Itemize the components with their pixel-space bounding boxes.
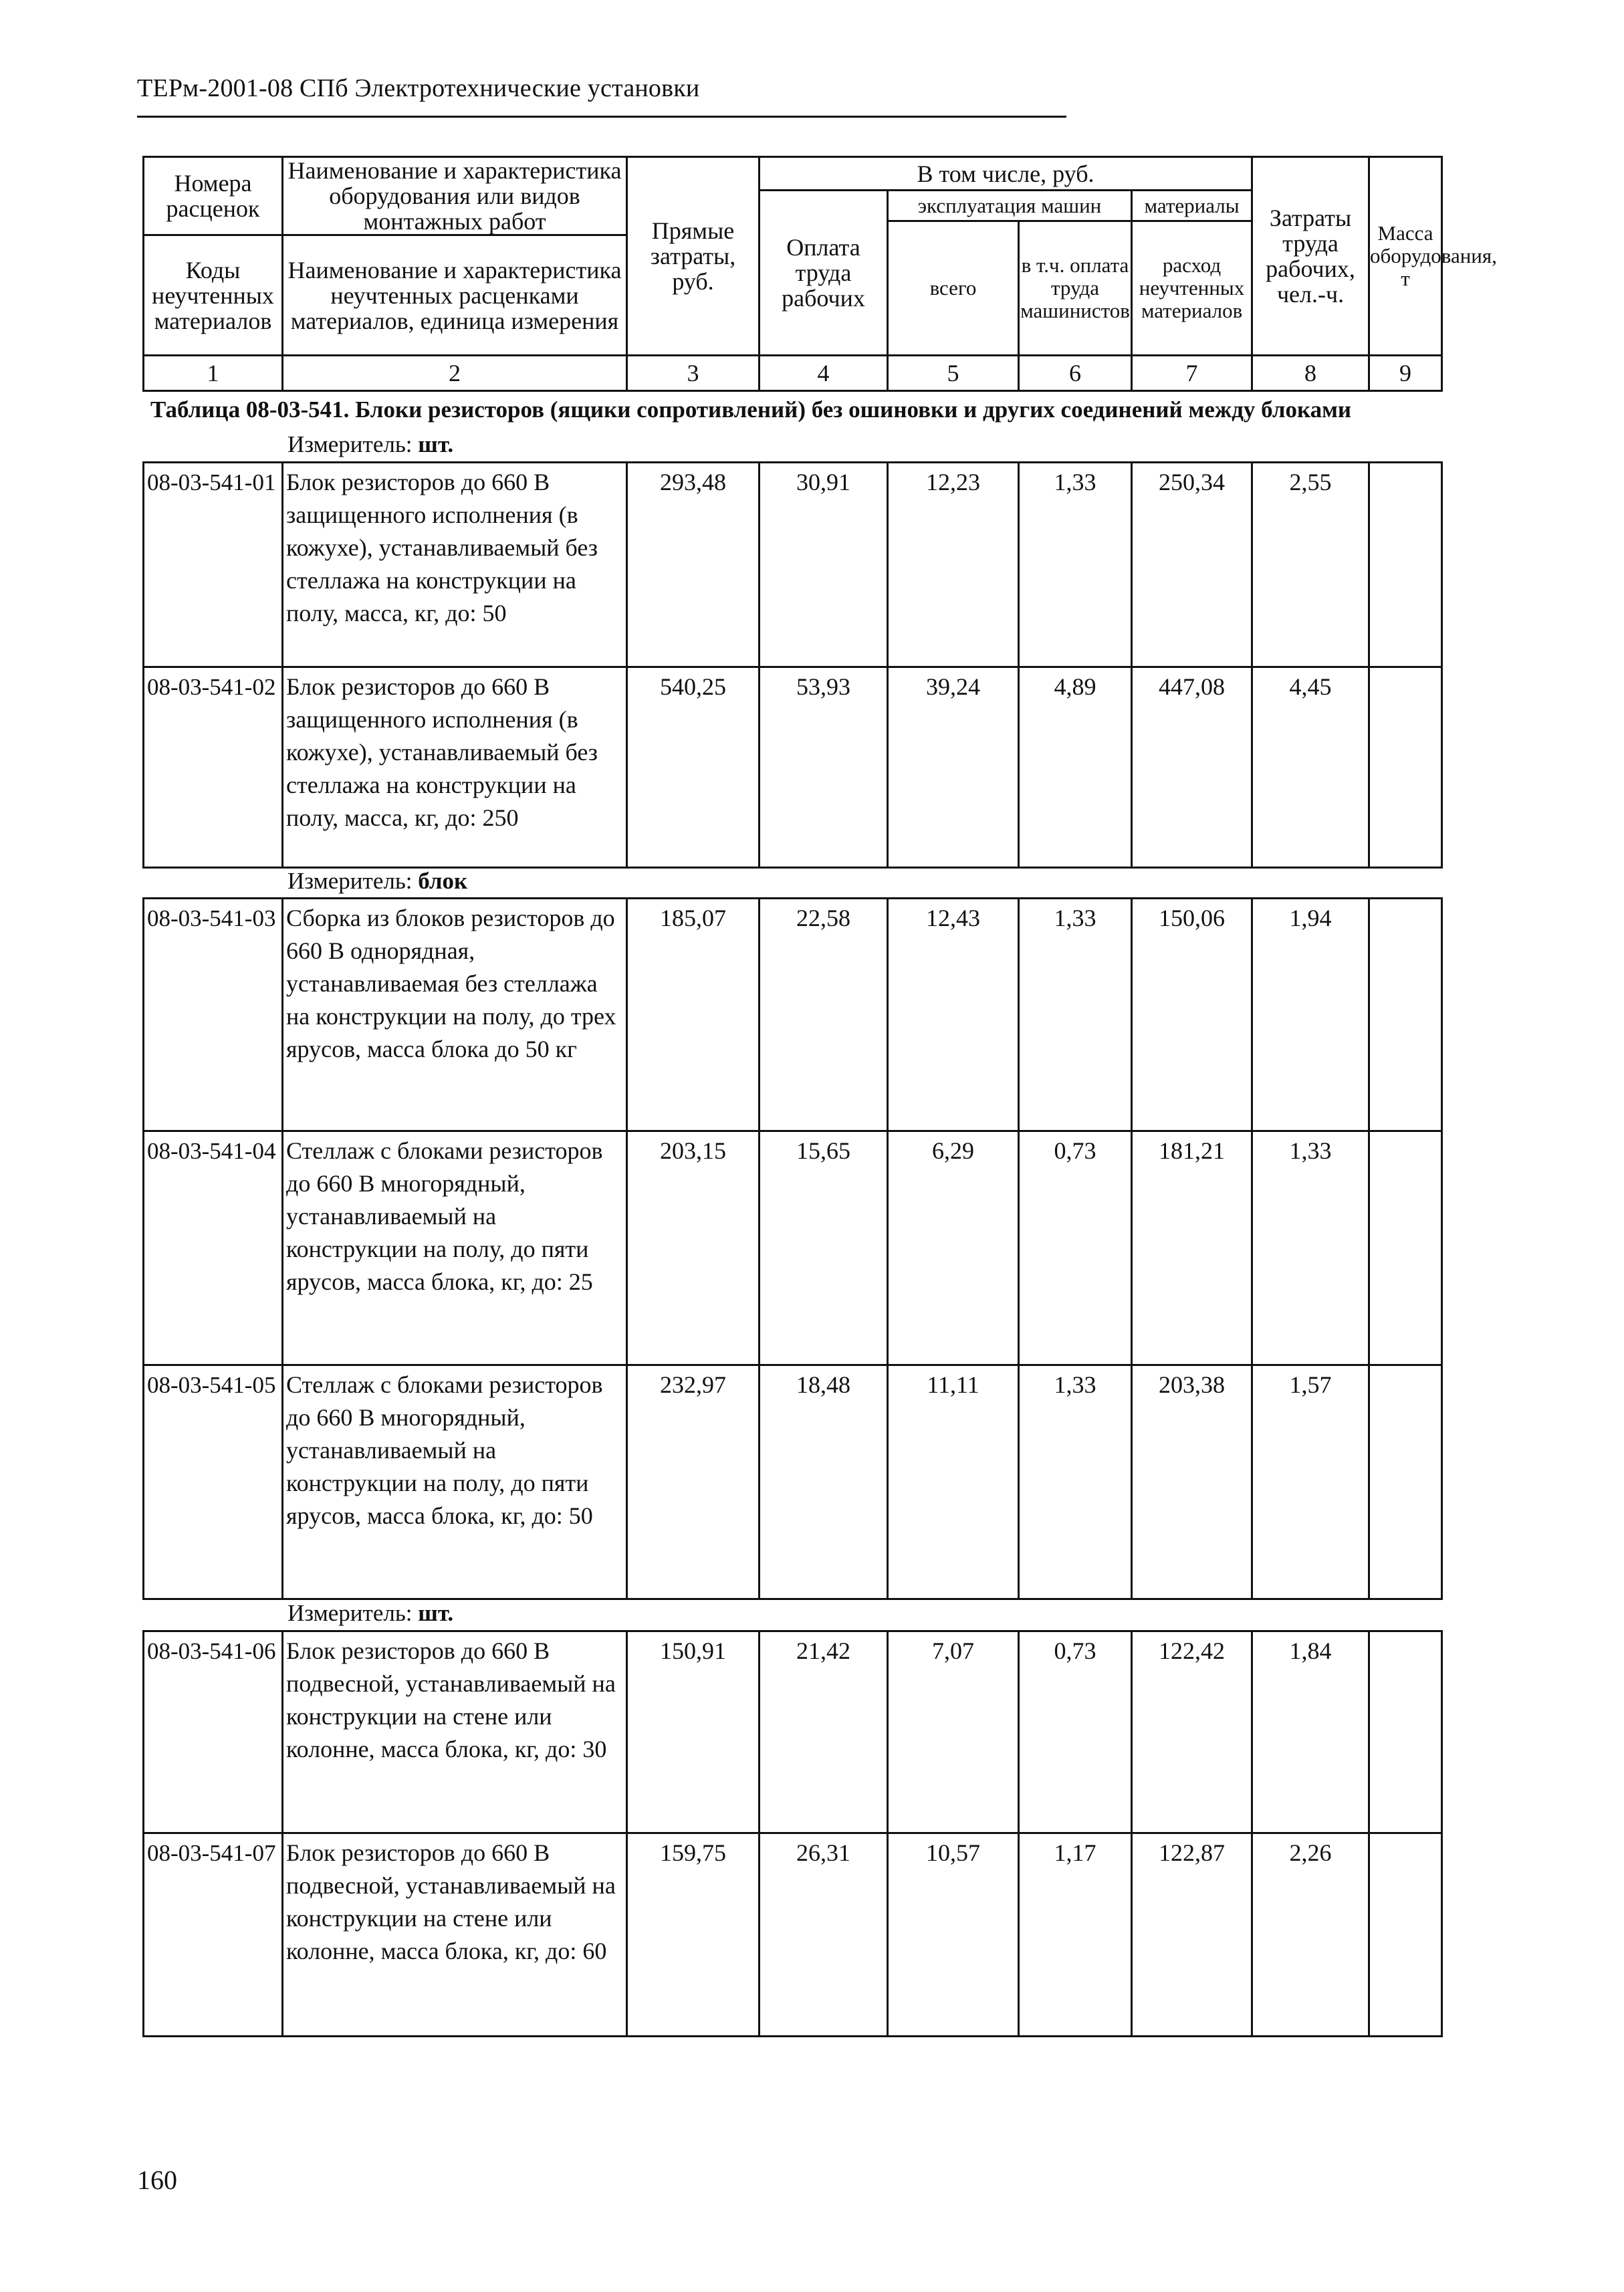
equipment-mass [1369,1833,1442,2037]
direct-costs: 203,15 [627,1131,760,1365]
rate-name: Стеллаж с блоками резисторов до 660 В многорядный, устанавливаемый на конструкции на полу, до пяти ярусов, масса блока, кг, до: 25 [283,1131,627,1365]
rate-name: Стеллаж с блоками резисторов до 660 В многорядный, устанавливаемый на конструкции на полу, до пяти ярусов, масса блока, кг, до: 50 [283,1365,627,1599]
machines-total: 7,07 [888,1631,1019,1833]
column-number: 9 [1369,356,1442,391]
labor-hours: 2,55 [1252,463,1369,667]
rate-code: 08-03-541-02 [144,667,283,868]
header-labor-hours: Затраты труда рабочих, чел.-ч. [1252,157,1369,356]
rates-table-section-2 [142,897,1443,1600]
machines-total: 10,57 [888,1833,1019,2037]
rate-code: 08-03-541-04 [144,1131,283,1365]
column-number: 4 [760,356,888,391]
table-row [144,1131,1442,1365]
header-machines-total: всего [888,221,1019,356]
header-rule [137,116,1066,118]
column-header-table [142,156,1497,392]
unit-label-value: шт. [418,431,454,457]
equipment-mass [1369,899,1442,1131]
table-row [144,899,1442,1131]
rate-code: 08-03-541-03 [144,899,283,1131]
machines-total: 12,23 [888,463,1019,667]
table-row [144,1631,1442,1833]
equipment-mass [1369,1365,1442,1599]
machinists-pay: 0,73 [1019,1131,1132,1365]
materials: 447,08 [1132,667,1252,868]
unit-label-value: блок [418,868,468,894]
labor-pay: 18,48 [760,1365,888,1599]
machinists-pay: 1,33 [1019,1365,1132,1599]
labor-pay: 53,93 [760,667,888,868]
header-including-group: В том числе, руб. [760,157,1252,191]
equipment-mass [1369,667,1442,868]
table-row [144,1833,1442,2037]
rate-name: Блок резисторов до 660 В защищенного исполнения (в кожухе), устанавливаемый без стеллажа на конструкции на полу, масса, кг, до: 250 [283,667,627,868]
machines-total: 6,29 [888,1131,1019,1365]
labor-pay: 21,42 [760,1631,888,1833]
materials: 122,42 [1132,1631,1252,1833]
unit-label-value: шт. [418,1600,454,1626]
rate-name: Блок резисторов до 660 В подвесной, устанавливаемый на конструкции на стене или колонне, масса блока, кг, до: 30 [283,1631,627,1833]
materials: 203,38 [1132,1365,1252,1599]
rate-name: Блок резисторов до 660 В защищенного исполнения (в кожухе), устанавливаемый без стеллажа на конструкции на полу, масса, кг, до: 50 [283,463,627,667]
rates-table-section-1 [142,461,1443,869]
column-number: 6 [1019,356,1132,391]
materials: 250,34 [1132,463,1252,667]
labor-hours: 1,84 [1252,1631,1369,1833]
labor-pay: 22,58 [760,899,888,1131]
machinists-pay: 1,33 [1019,899,1132,1131]
header-direct-costs: Прямые затраты, руб. [627,157,760,356]
machines-total: 12,43 [888,899,1019,1131]
header-unaccounted-materials: расход неучтенных материалов [1132,221,1252,356]
unit-label-prefix: Измеритель: [287,868,419,894]
rate-code: 08-03-541-06 [144,1631,283,1833]
rate-name: Блок резисторов до 660 В подвесной, устанавливаемый на конструкции на стене или колонне, масса блока, кг, до: 60 [283,1833,627,2037]
header-labor-pay: Оплата труда рабочих [760,191,888,356]
labor-pay: 15,65 [760,1131,888,1365]
page-number: 160 [137,2165,177,2195]
column-number: 1 [144,356,283,391]
rates-table-section-3 [142,1630,1443,2037]
rate-name: Сборка из блоков резисторов до 660 В однорядная, устанавливаемая без стеллажа на конструкции на полу, до трех ярусов, масса блока до 50 кг [283,899,627,1131]
machinists-pay: 4,89 [1019,667,1132,868]
table-row [144,463,1442,667]
direct-costs: 232,97 [627,1365,760,1599]
labor-pay: 30,91 [760,463,888,667]
machinists-pay: 1,17 [1019,1833,1132,2037]
page-header-title: ТЕРм-2001-08 СПб Электротехнические установки [137,74,700,102]
header-name-top: Наименование и характеристика оборудования или видов монтажных работ [283,157,627,235]
rate-code: 08-03-541-07 [144,1833,283,2037]
labor-hours: 1,33 [1252,1131,1369,1365]
labor-hours: 1,57 [1252,1365,1369,1599]
equipment-mass [1369,463,1442,667]
header-name-bottom: Наименование и характеристика неучтенных расценками материалов, единица измерения [283,235,627,356]
header-materials-group: материалы [1132,191,1252,221]
machinists-pay: 1,33 [1019,463,1132,667]
table-row [144,1365,1442,1599]
materials: 150,06 [1132,899,1252,1131]
column-number: 3 [627,356,760,391]
direct-costs: 185,07 [627,899,760,1131]
machines-total: 11,11 [888,1365,1019,1599]
unit-label [287,868,467,895]
direct-costs: 293,48 [627,463,760,667]
labor-pay: 26,31 [760,1833,888,2037]
unit-label [287,431,453,458]
column-number: 8 [1252,356,1369,391]
direct-costs: 540,25 [627,667,760,868]
header-machinists-pay: в т.ч. оплата труда машинистов [1019,221,1132,356]
equipment-mass [1369,1631,1442,1833]
header-codes-bottom: Коды неучтенных материалов [144,235,283,356]
header-equipment-mass: Масса оборудования, т [1369,157,1442,356]
header-codes-top: Номера расценок [144,157,283,235]
labor-hours: 4,45 [1252,667,1369,868]
labor-hours: 2,26 [1252,1833,1369,2037]
table-title: Таблица 08-03-541. Блоки резисторов (ящики сопротивлений) без ошиновки и других соединений между блоками [150,396,1352,423]
machines-total: 39,24 [888,667,1019,868]
unit-label [287,1600,453,1627]
direct-costs: 150,91 [627,1631,760,1833]
rate-code: 08-03-541-05 [144,1365,283,1599]
materials: 181,21 [1132,1131,1252,1365]
machinists-pay: 0,73 [1019,1631,1132,1833]
column-number: 2 [283,356,627,391]
rate-code: 08-03-541-01 [144,463,283,667]
column-number: 5 [888,356,1019,391]
column-number: 7 [1132,356,1252,391]
unit-label-prefix: Измеритель: [287,1600,419,1626]
header-machines-group: эксплуатация машин [888,191,1132,221]
table-row [144,667,1442,868]
equipment-mass [1369,1131,1442,1365]
unit-label-prefix: Измеритель: [287,431,419,457]
direct-costs: 159,75 [627,1833,760,2037]
materials: 122,87 [1132,1833,1252,2037]
labor-hours: 1,94 [1252,899,1369,1131]
